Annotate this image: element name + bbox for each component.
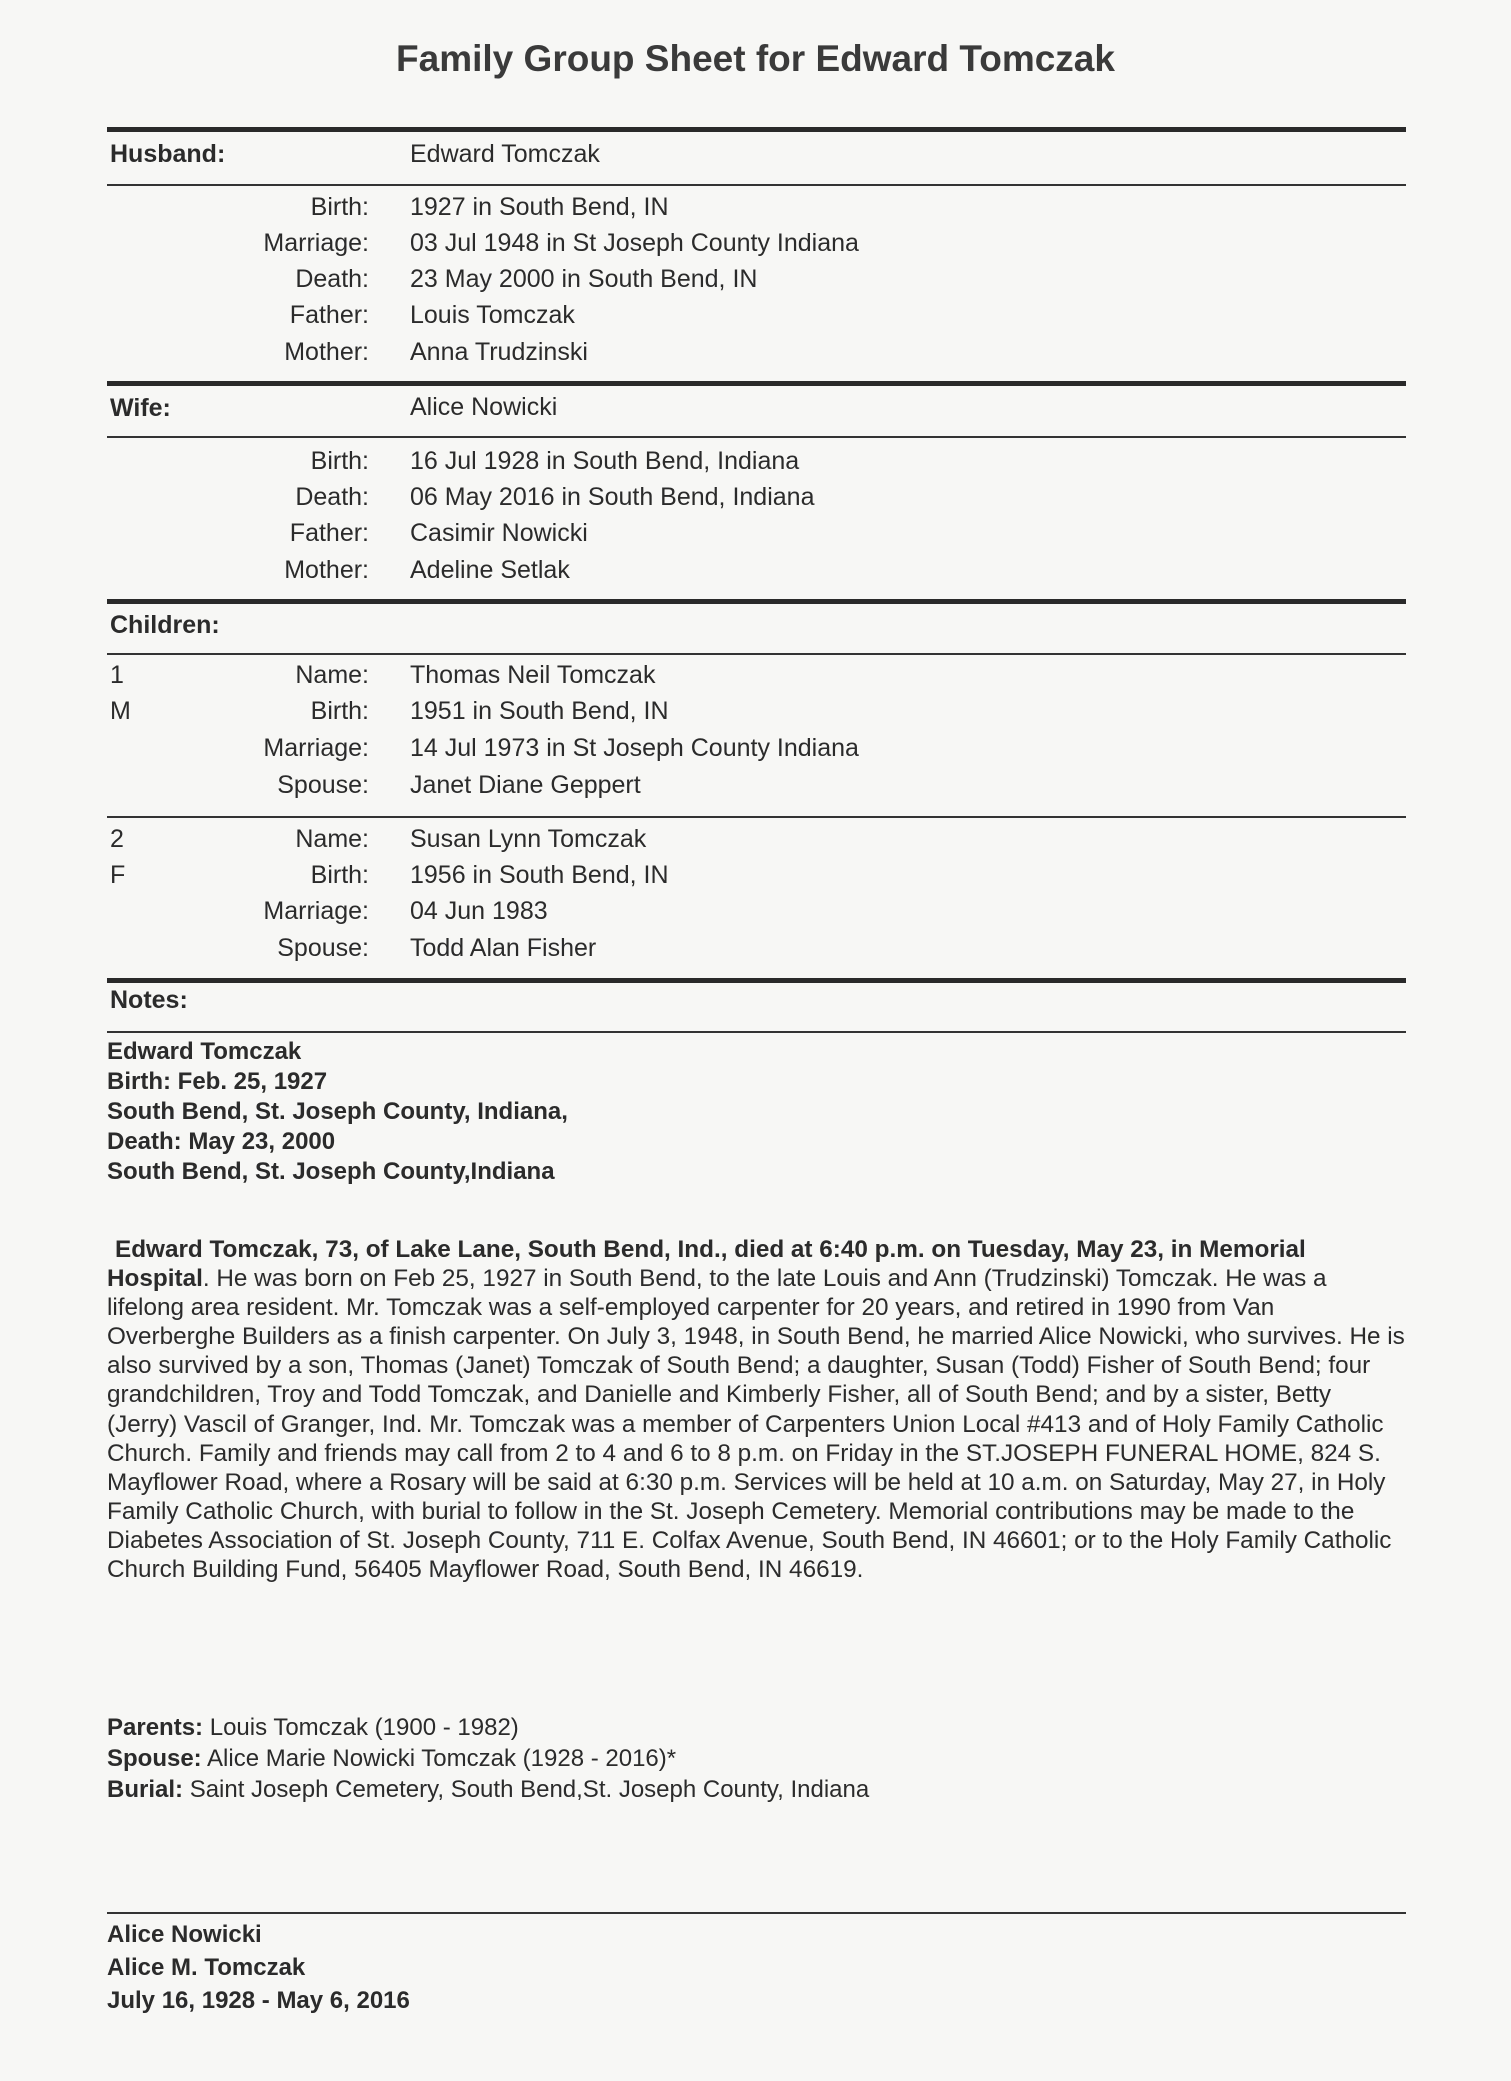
divider bbox=[107, 1031, 1406, 1033]
child1-name-label: Name: bbox=[295, 661, 369, 689]
child-number: 2 bbox=[110, 825, 124, 853]
divider bbox=[107, 816, 1406, 818]
wife-father-label: Father: bbox=[289, 519, 369, 547]
divider bbox=[107, 436, 1406, 438]
notes-header-line: Edward Tomczak bbox=[107, 1038, 302, 1065]
husband-marriage-label: Marriage: bbox=[263, 229, 369, 257]
spouse-label: Spouse: bbox=[107, 1745, 202, 1772]
wife-death-label: Death: bbox=[295, 483, 369, 511]
husband-father-label: Father: bbox=[289, 301, 369, 329]
notes-footer-line: Alice M. Tomczak bbox=[107, 1954, 306, 1981]
child2-spouse-label: Spouse: bbox=[277, 934, 369, 962]
wife-mother-label: Mother: bbox=[284, 556, 369, 584]
notes-footer-line: July 16, 1928 - May 6, 2016 bbox=[107, 1987, 410, 2014]
divider bbox=[107, 184, 1406, 186]
wife-name: Alice Nowicki bbox=[410, 393, 558, 421]
section-divider bbox=[107, 599, 1406, 604]
notes-header-line: South Bend, St. Joseph County, Indiana, bbox=[107, 1098, 568, 1125]
notes-label: Notes: bbox=[110, 986, 188, 1014]
wife-birth-label: Birth: bbox=[310, 447, 369, 475]
child1-marriage-label: Marriage: bbox=[263, 734, 369, 762]
burial-row bbox=[107, 1775, 869, 1805]
child1-birth-label: Birth: bbox=[310, 697, 369, 725]
husband-label: Husband: bbox=[110, 140, 226, 168]
notes-header-line: South Bend, St. Joseph County,Indiana bbox=[107, 1158, 555, 1185]
wife-father-value: Casimir Nowicki bbox=[410, 519, 588, 547]
child-number: 1 bbox=[110, 661, 124, 689]
husband-name: Edward Tomczak bbox=[410, 140, 600, 168]
parents-label: Parents: bbox=[107, 1714, 204, 1741]
parents-row bbox=[107, 1713, 519, 1743]
wife-mother-value: Adeline Setlak bbox=[410, 556, 570, 584]
section-divider bbox=[107, 978, 1406, 983]
child2-birth-label: Birth: bbox=[310, 861, 369, 889]
burial-label: Burial: bbox=[107, 1776, 184, 1803]
wife-death-value: 06 May 2016 in South Bend, Indiana bbox=[410, 483, 815, 511]
husband-marriage-value: 03 Jul 1948 in St Joseph County Indiana bbox=[410, 229, 859, 257]
notes-header-line: Birth: Feb. 25, 1927 bbox=[107, 1068, 328, 1095]
child2-birth-value: 1956 in South Bend, IN bbox=[410, 861, 669, 889]
husband-father-value: Louis Tomczak bbox=[410, 301, 575, 329]
spouse-row bbox=[107, 1744, 676, 1774]
notes-footer bbox=[107, 1918, 1407, 2017]
wife-birth-value: 16 Jul 1928 in South Bend, Indiana bbox=[410, 447, 800, 475]
notes-header-line: Death: May 23, 2000 bbox=[107, 1128, 336, 1155]
section-divider bbox=[107, 127, 1406, 132]
child1-name-value: Thomas Neil Tomczak bbox=[410, 661, 656, 689]
husband-mother-label: Mother: bbox=[284, 338, 369, 366]
child1-birth-value: 1951 in South Bend, IN bbox=[410, 697, 669, 725]
husband-birth-value: 1927 in South Bend, IN bbox=[410, 193, 669, 221]
divider bbox=[107, 1912, 1406, 1914]
parents-value: Louis Tomczak (1900 - 1982) bbox=[209, 1714, 519, 1741]
spouse-value: Alice Marie Nowicki Tomczak (1928 - 2016)* bbox=[207, 1745, 677, 1772]
child2-marriage-label: Marriage: bbox=[263, 897, 369, 925]
notes-header bbox=[107, 1037, 1407, 1187]
husband-birth-label: Birth: bbox=[310, 193, 369, 221]
obituary-paragraph bbox=[107, 1235, 1407, 1584]
child1-marriage-value: 14 Jul 1973 in St Joseph County Indiana bbox=[410, 734, 859, 762]
page-title: Family Group Sheet for Edward Tomczak bbox=[396, 38, 1115, 79]
section-divider bbox=[107, 381, 1406, 386]
obituary-body: . He was born on Feb 25, 1927 in South Bend, to the late Louis and Ann (Trudzinski) Tomczak. He was a lifelong area resident. Mr. Tomczak was a self-employed carpenter for 20 years, and retired in 1990 from Van Overberghe Builders as a finish carpenter. On July 3, 1948, in South Bend, he married Alice Nowicki, who survives. He is also survived by a son, Thomas (Janet) Tomczak of South Bend; a daughter, Susan (Todd) Fisher of South Bend; four grandchildren, Troy and Todd Tomczak, and Danielle and Kimberly Fisher, all of South Bend; and by a sister, Betty (Jerry) Vascil of Granger, Ind. Mr. Tomczak was a member of Carpenters Union Local #413 and of Holy Family Catholic Church. Family and friends may call from 2 to 4 and 6 to 8 p.m. on Friday in the ST.JOSEPH FUNERAL HOME, 824 S. Mayflower Road, where a Rosary will be said at 6:30 p.m. Services will be held at 10 a.m. on Saturday, May 27, in Holy Family Catholic Church, with burial to follow in the St. Joseph Cemetery. Memorial contributions may be made to the Diabetes Association of St. Joseph County, 711 E. Colfax Avenue, South Bend, IN 46601; or to the Holy Family Catholic Church Building Fund, 56405 Mayflower Road, South Bend, IN 46619. bbox=[107, 1265, 1405, 1584]
child2-name-value: Susan Lynn Tomczak bbox=[410, 825, 647, 853]
burial-value: Saint Joseph Cemetery, South Bend,St. Joseph County, Indiana bbox=[189, 1776, 870, 1803]
notes-footer-line: Alice Nowicki bbox=[107, 1921, 262, 1948]
husband-death-label: Death: bbox=[295, 265, 369, 293]
wife-label: Wife: bbox=[110, 394, 171, 422]
child1-spouse-label: Spouse: bbox=[277, 771, 369, 799]
child-sex: M bbox=[110, 697, 131, 725]
child2-name-label: Name: bbox=[295, 825, 369, 853]
child2-marriage-value: 04 Jun 1983 bbox=[410, 897, 548, 925]
husband-death-value: 23 May 2000 in South Bend, IN bbox=[410, 265, 758, 293]
child1-spouse-value: Janet Diane Geppert bbox=[410, 771, 641, 799]
husband-mother-value: Anna Trudzinski bbox=[410, 338, 588, 366]
children-label: Children: bbox=[110, 611, 220, 639]
divider bbox=[107, 653, 1406, 655]
child2-spouse-value: Todd Alan Fisher bbox=[410, 934, 597, 962]
obituary-lead: Edward Tomczak, 73, of Lake Lane, South Bend, Ind., died at 6:40 p.m. on Tuesday, May 23, in Memorial Hospital bbox=[107, 1236, 1306, 1293]
child-sex: F bbox=[110, 861, 126, 889]
